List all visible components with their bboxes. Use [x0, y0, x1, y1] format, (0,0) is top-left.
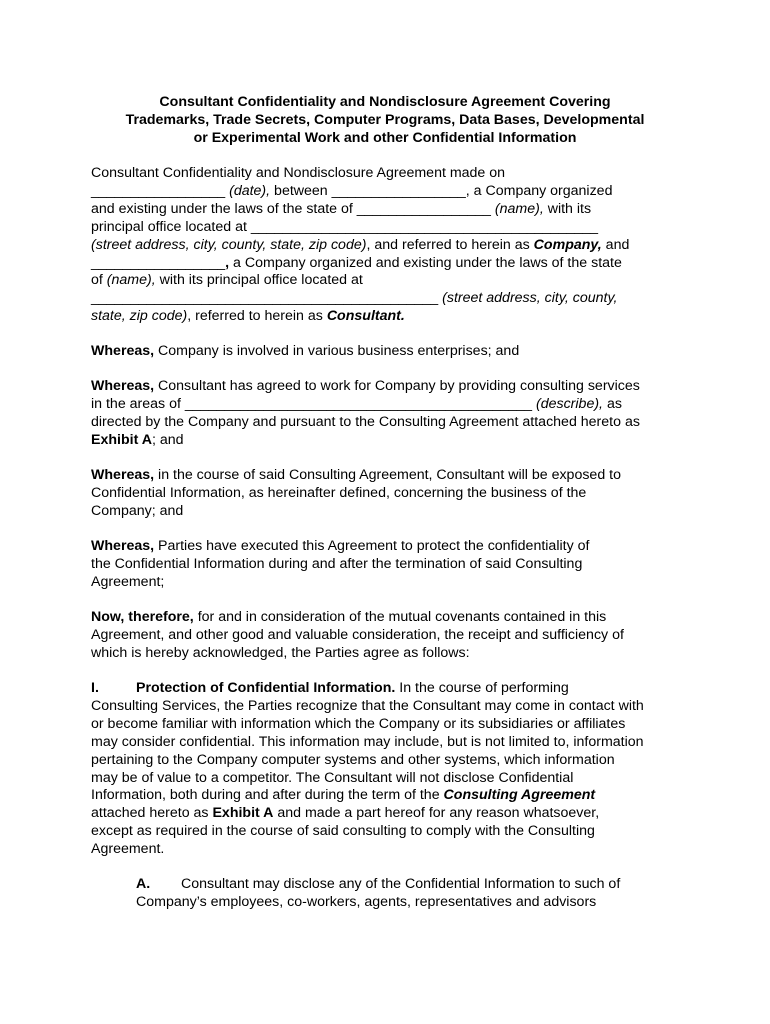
- address-hint-2: (street address, city, county,: [442, 290, 618, 307]
- section-number: I.: [91, 679, 99, 696]
- whereas4-line-3: Agreement;: [91, 573, 165, 590]
- sectionA-text-1: Consultant may disclose any of the Confidential Information to such of: [181, 876, 621, 893]
- intro-line-2: [91, 183, 691, 201]
- whereas2-line-4: [91, 432, 691, 450]
- whereas4-line-2: the Confidential Information during and after the termination of said Consulting: [91, 556, 583, 573]
- sectionA-line-2: Company’s employees, co-workers, agents, representatives and advisors: [136, 894, 597, 911]
- whereas-lead: Whereas,: [91, 467, 155, 484]
- therefore-paragraph: [91, 609, 691, 663]
- whereas3-line-2: Confidential Information, as hereinafter defined, concerning the business of the: [91, 485, 587, 502]
- therefore-line-3: which is hereby acknowledged, the Parties agree as follows:: [91, 644, 470, 661]
- intro-line-1: Consultant Confidentiality and Nondisclosure Agreement made on: [91, 165, 506, 181]
- section1-line-3: or become familiar with information which the Company or its subsidiaries or affiliates: [91, 715, 626, 732]
- intro-line-6: [91, 255, 691, 273]
- attached-text: attached hereto as: [91, 805, 213, 822]
- of-text: of: [91, 272, 107, 289]
- address-hint: (street address, city, county, state, zip code): [91, 236, 367, 253]
- title-line-1: Consultant Confidentiality and Nondisclosure Agreement Covering: [159, 94, 611, 110]
- whereas-lead: Whereas,: [91, 538, 155, 555]
- consulting-agreement-term: Consulting Agreement: [443, 787, 596, 804]
- section1-text-1: In the course of performing: [395, 679, 569, 696]
- state-text: and existing under the laws of the state of _________________: [91, 200, 495, 217]
- exhibit-a-term: Exhibit A: [212, 805, 274, 822]
- section1-text-7: Information, both during and after during the term of the: [91, 787, 444, 804]
- whereas-lead: Whereas,: [91, 343, 155, 360]
- intro-line-4: principal office located at ____________________________________________: [91, 218, 599, 235]
- referred-text: , and referred to herein as: [366, 236, 534, 253]
- whereas1-line: [91, 343, 691, 361]
- between-text: between _________________, a Company organized: [270, 182, 613, 199]
- whereas2-line-1: [91, 378, 691, 396]
- therefore-lead: Now, therefore,: [91, 609, 194, 626]
- title-line-3: or Experimental Work and other Confidential Information: [193, 130, 577, 146]
- referred-text-2: , referred to herein as: [187, 308, 327, 325]
- whereas-paragraph-1: [91, 343, 691, 361]
- section1-line-4: may consider confidential. This information may include, but is not limited to, information: [91, 733, 644, 750]
- whereas4-text-1: Parties have executed this Agreement to protect the confidentiality of: [154, 538, 590, 555]
- whereas-lead: Whereas,: [91, 378, 155, 395]
- intro-line-8: [91, 290, 691, 308]
- section-a: [91, 876, 691, 912]
- whereas1-text: Company is involved in various business enterprises; and: [154, 343, 520, 360]
- date-hint: (date),: [229, 182, 271, 199]
- name-hint: (name),: [494, 200, 544, 217]
- whereas-paragraph-2: [91, 378, 691, 450]
- organized-text: a Company organized and existing under the laws of the state: [229, 254, 622, 271]
- therefore-text-1: for and in consideration of the mutual covenants contained in this: [193, 609, 607, 626]
- section1-line-10: Agreement.: [91, 841, 165, 858]
- section-1: [91, 680, 691, 859]
- whereas4-line-1: [91, 538, 691, 556]
- section1-line-2: Consulting Services, the Parties recognize that the Consultant may come in contact with: [91, 697, 644, 714]
- with-its-text: with its: [543, 200, 592, 217]
- address-blank: ____________________________________________: [91, 290, 443, 307]
- title-line-2: Trademarks, Trade Secrets, Computer Programs, Data Bases, Developmental: [125, 112, 645, 128]
- section1-line-5: pertaining to the Company computer systems and other systems, which information: [91, 751, 615, 768]
- consultant-blank: _________________: [91, 254, 226, 271]
- therefore-line-1: [91, 609, 691, 627]
- subsection-number: A.: [136, 876, 151, 893]
- section1-line-6: may be of value to a competitor. The Consultant will not disclose Confidential: [91, 769, 574, 786]
- describe-hint: (describe),: [535, 396, 604, 413]
- whereas2-text-1: Consultant has agreed to work for Company by providing consulting services: [154, 378, 640, 395]
- whereas-paragraph-3: [91, 467, 691, 521]
- therefore-line-2: Agreement, and other good and valuable consideration, the receipt and sufficiency of: [91, 626, 624, 643]
- document-body: [91, 165, 691, 912]
- whereas3-line-3: Company; and: [91, 503, 184, 520]
- section1-line-7: [91, 787, 691, 805]
- section1-line-8: [91, 805, 691, 823]
- whereas2-line-3: directed by the Company and pursuant to the Consulting Agreement attached hereto as: [91, 414, 640, 431]
- name-hint-2: (name),: [106, 272, 156, 289]
- as-text: as: [603, 396, 622, 413]
- section1-line-9: except as required in the course of said consulting to comply with the Consulting: [91, 823, 595, 840]
- intro-line-9: [91, 308, 691, 326]
- principal-office-text: with its principal office located at: [155, 272, 363, 289]
- section1-line-1: [91, 680, 691, 698]
- sectionA-line-1: [136, 876, 691, 894]
- exhibit-a-term: Exhibit A: [91, 432, 152, 449]
- whereas2-line-2: [91, 396, 691, 414]
- whereas3-line-1: [91, 467, 691, 485]
- intro-line-5: [91, 237, 691, 255]
- address-hint-3: state, zip code): [91, 308, 188, 325]
- company-term: Company,: [533, 236, 602, 253]
- section-heading: Protection of Confidential Information.: [136, 679, 396, 696]
- date-blank: _________________: [91, 182, 230, 199]
- intro-line-3: [91, 201, 691, 219]
- made-part-text: and made a part hereof for any reason whatsoever,: [273, 805, 600, 822]
- intro-line-7: [91, 272, 691, 290]
- whereas-paragraph-4: [91, 538, 691, 592]
- document-title: [80, 93, 690, 147]
- whereas3-text-1: in the course of said Consulting Agreement, Consultant will be exposed to: [154, 467, 621, 484]
- consultant-term: Consultant.: [326, 308, 405, 325]
- areas-text: in the areas of ____________________________________________: [91, 396, 536, 413]
- and-text-2: ; and: [151, 432, 184, 449]
- intro-paragraph: [91, 165, 691, 326]
- bold-comma: ,: [225, 254, 230, 271]
- and-text: and: [601, 236, 630, 253]
